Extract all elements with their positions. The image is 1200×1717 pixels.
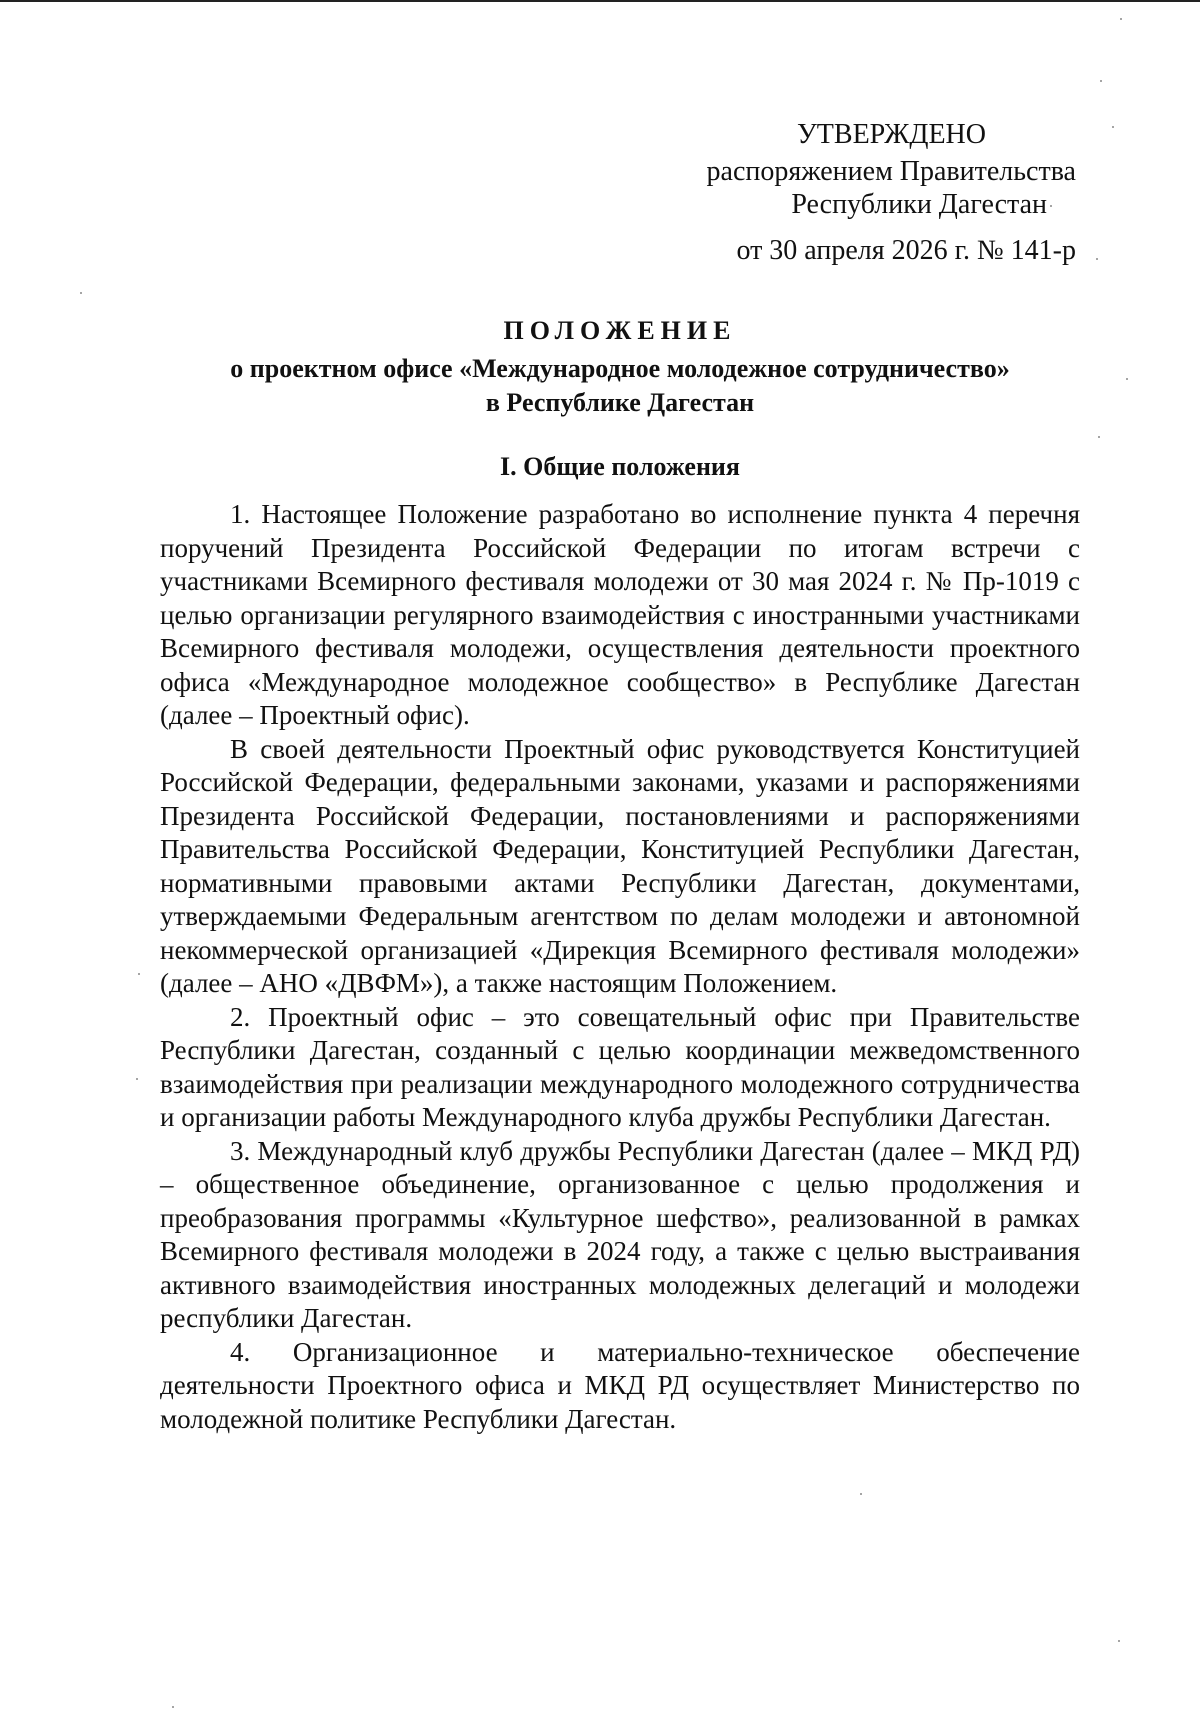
scan-speck — [1112, 126, 1114, 128]
scan-speck — [1120, 18, 1122, 20]
paragraph-1-continued: В своей деятельности Проектный офис руководствуется Конституцией Российской Федерации, федеральными законами, указами и распоряжениями Президента Российской Федерации, постановлениями и распоряжениями Правительства Российской Федерации, Конституцией Республики Дагестан, нормативными правовыми актами Республики Дагестан, документами, утверждаемыми Федеральным агентством по делам молодежи и автономной некоммерческой организацией «Дирекция Всемирного фестиваля молодежи» (далее – АНО «ДВФМ»), а также настоящим Положением. — [160, 733, 1080, 998]
paragraph-3: 3. Международный клуб дружбы Республики Дагестан (далее – МКД РД) – общественное объединение, организованное с целью продолжения и преобразования программы «Культурное шефство», реализованной в рамках Всемирного фестиваля молодежи в 2024 году, а также с целью выстраивания активного взаимодействия иностранных молодежных делегаций и молодежи республики Дагестан. — [160, 1135, 1080, 1333]
document-body — [160, 498, 1080, 1436]
document-title: ПОЛОЖЕНИЕ — [503, 316, 737, 345]
document-subtitle-line2: в Республике Дагестан — [485, 388, 755, 417]
scan-speck — [1100, 80, 1102, 82]
document-subtitle-line1: о проектном офисе «Международное молодежное сотрудничество» — [230, 354, 1010, 383]
scan-speck — [1050, 205, 1052, 207]
section-title: I. Общие положения — [500, 452, 740, 481]
scan-speck — [138, 973, 140, 975]
scan-speck — [172, 1706, 174, 1708]
approval-date-number: от 30 апреля 2026 г. № 141-р — [736, 235, 1076, 266]
approval-title: УТВЕРЖДЕНО — [796, 119, 986, 150]
approval-issuer-line1: распоряжением Правительства — [706, 156, 1076, 187]
paragraph-4: 4. Организационное и материально-техническое обеспечение деятельности Проектного офиса и МКД РД осуществляет Министерство по молодежной политике Республики Дагестан. — [160, 1336, 1080, 1434]
scan-speck — [1126, 378, 1128, 380]
scan-speck — [1096, 258, 1098, 260]
scan-speck — [860, 1493, 862, 1495]
scan-top-edge — [0, 0, 1200, 2]
paragraph-1: 1. Настоящее Положение разработано во исполнение пункта 4 перечня поручений Президента Российской Федерации по итогам встречи с участниками Всемирного фестиваля молодежи от 30 мая 2024 г. № Пр-1019 с целью организации регулярного взаимодействия с иностранными участниками Всемирного фестиваля молодежи, осуществления деятельности проектного офиса «Международное молодежное сообщество» в Республике Дагестан (далее – Проектный офис). — [160, 499, 1080, 730]
scan-speck — [1098, 436, 1100, 438]
scan-speck — [136, 1078, 138, 1080]
approval-issuer-line2: Республики Дагестан — [791, 189, 1047, 220]
scan-speck — [80, 292, 82, 294]
scan-speck — [1118, 1640, 1120, 1642]
paragraph-2: 2. Проектный офис – это совещательный офис при Правительстве Республики Дагестан, созданный с целью координации межведомственного взаимодействия при реализации международного молодежного сотрудничества и организации работы Международного клуба дружбы Республики Дагестан. — [160, 1001, 1080, 1132]
